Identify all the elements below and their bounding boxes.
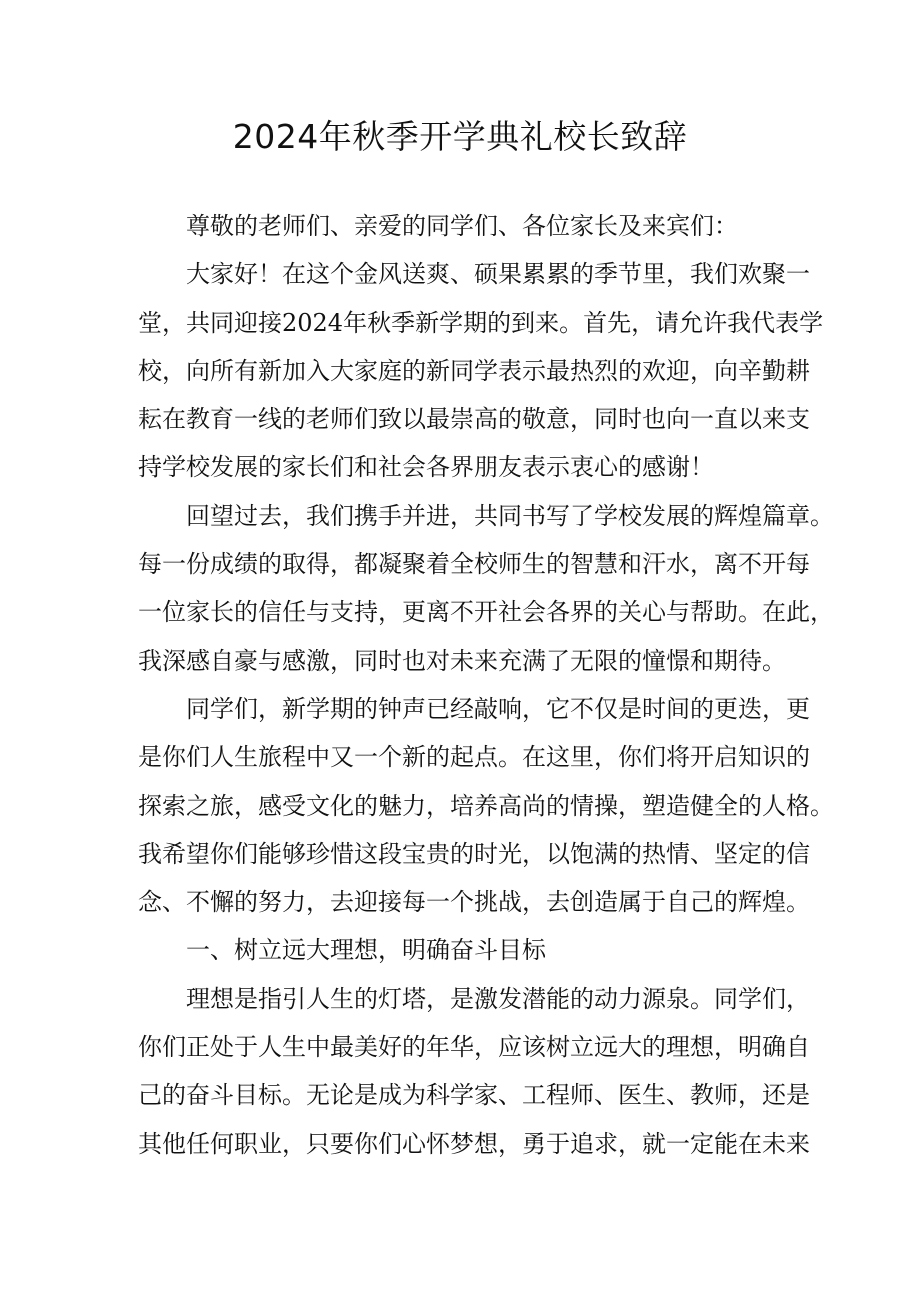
text-line: 其他任何职业，只要你们心怀梦想，勇于追求，就一定能在未来 <box>138 1129 810 1158</box>
text-line: 堂，共同迎接2024年秋季新学期的到来。首先，请允许我代表学 <box>138 308 824 337</box>
text-line: 我希望你们能够珍惜这段宝贵的时光，以饱满的热情、坚定的信 <box>138 839 810 868</box>
text-line: 回望过去，我们携手并进，共同书写了学校发展的辉煌篇章。 <box>186 501 834 530</box>
text-line: 大家好！在这个金风送爽、硕果累累的季节里，我们欢聚一 <box>186 260 810 289</box>
document-body <box>138 202 834 1168</box>
text-line: 你们正处于人生中最美好的年华，应该树立远大的理想，明确自 <box>138 1033 810 1062</box>
text-line: 一、树立远大理想，明确奋斗目标 <box>186 936 546 965</box>
text-line: 尊敬的老师们、亲爱的同学们、各位家长及来宾们： <box>186 212 738 240</box>
text-line: 同学们，新学期的钟声已经敲响，它不仅是时间的更迭，更 <box>186 694 810 723</box>
text-line: 是你们人生旅程中又一个新的起点。在这里，你们将开启知识的 <box>138 743 810 772</box>
text-line: 校，向所有新加入大家庭的新同学表示最热烈的欢迎，向辛勤耕 <box>138 356 810 385</box>
text-line: 我深感自豪与感激，同时也对未来充满了无限的憧憬和期待。 <box>138 646 786 675</box>
text-line: 念、不懈的努力，去迎接每一个挑战，去创造属于自己的辉煌。 <box>138 888 810 917</box>
text-line: 每一份成绩的取得，都凝聚着全校师生的智慧和汗水，离不开每 <box>138 550 810 579</box>
text-line: 探索之旅，感受文化的魅力，培养高尚的情操，塑造健全的人格。 <box>138 791 834 820</box>
text-line: 一位家长的信任与支持，更离不开社会各界的关心与帮助。在此， <box>138 598 834 627</box>
text-line: 耘在教育一线的老师们致以最崇高的敬意，同时也向一直以来支 <box>138 405 810 434</box>
text-line: 己的奋斗目标。无论是成为科学家、工程师、医生、教师，还是 <box>138 1081 810 1110</box>
text-line: 持学校发展的家长们和社会各界朋友表示衷心的感谢！ <box>138 453 714 482</box>
document-title: 2024年秋季开学典礼校长致辞 <box>232 117 688 156</box>
text-line: 理想是指引人生的灯塔，是激发潜能的动力源泉。同学们， <box>186 984 810 1013</box>
